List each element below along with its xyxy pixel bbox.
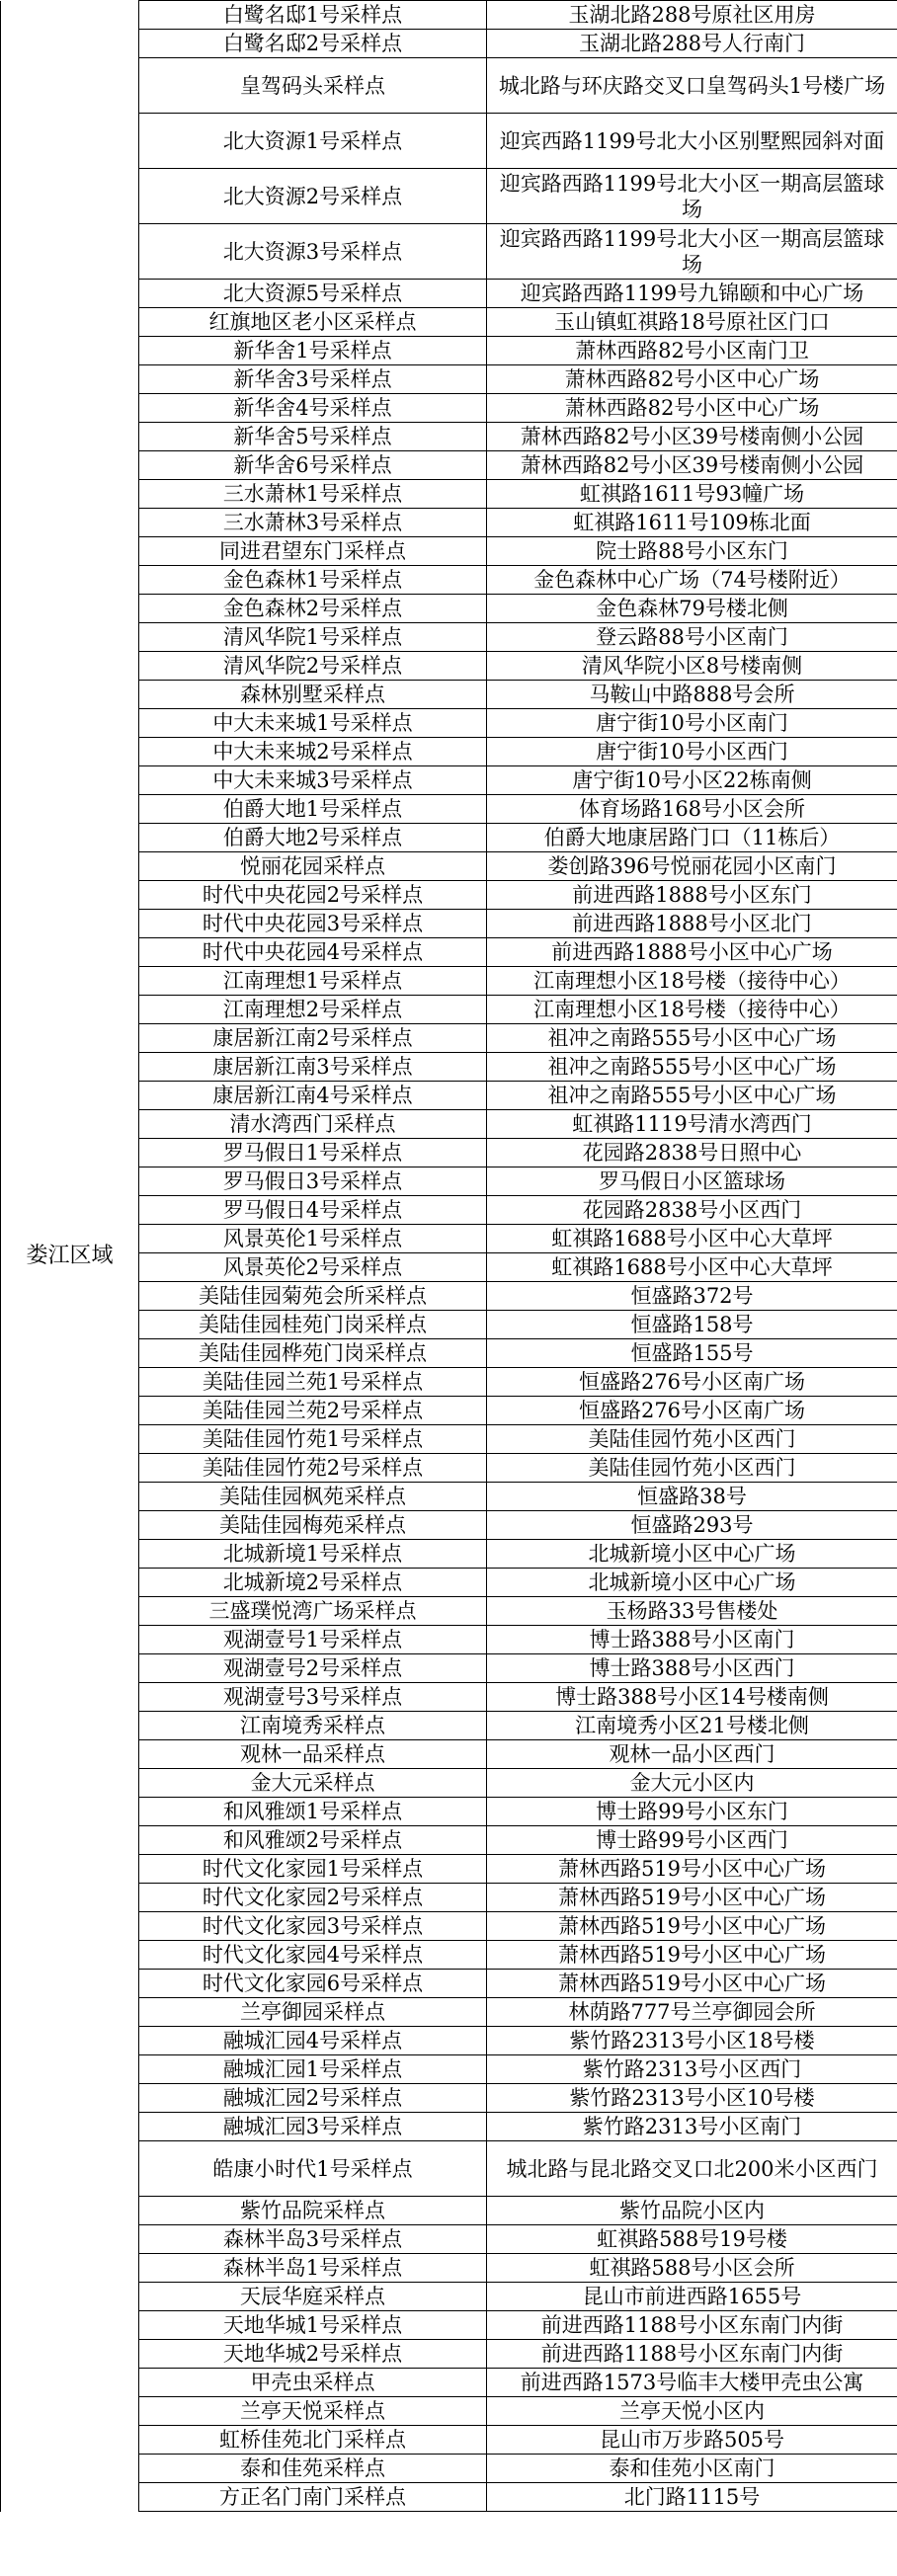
sampling-point-name: 新华舍6号采样点: [139, 451, 487, 480]
sampling-point-address: 花园路2838号日照中心: [487, 1139, 897, 1167]
sampling-point-address: 罗马假日小区篮球场: [487, 1167, 897, 1196]
sampling-point-address: 前进西路1573号临丰大楼甲壳虫公寓: [487, 2369, 897, 2397]
sampling-point-address: 萧林西路519号小区中心广场: [487, 1941, 897, 1970]
sampling-point-address: 唐宁街10号小区西门: [487, 738, 897, 766]
sampling-point-address: 博士路99号小区西门: [487, 1826, 897, 1855]
sampling-point-name: 新华舍4号采样点: [139, 394, 487, 423]
sampling-point-name: 罗马假日3号采样点: [139, 1167, 487, 1196]
sampling-point-address: 萧林西路519号小区中心广场: [487, 1884, 897, 1912]
sampling-point-address: 萧林西路519号小区中心广场: [487, 1912, 897, 1941]
sampling-point-name: 罗马假日4号采样点: [139, 1196, 487, 1225]
sampling-point-address: 虹祺路1611号93幢广场: [487, 480, 897, 509]
sampling-point-address: 登云路88号小区南门: [487, 623, 897, 652]
sampling-point-address: 美陆佳园竹苑小区西门: [487, 1454, 897, 1483]
sampling-point-address: 迎宾路西路1199号北大小区一期高层篮球场: [487, 169, 897, 224]
sampling-point-address: 恒盛路372号: [487, 1282, 897, 1311]
sampling-point-address: 唐宁街10号小区22栋南侧: [487, 766, 897, 795]
sampling-point-address: 祖冲之南路555号小区中心广场: [487, 1082, 897, 1110]
sampling-point-address: 花园路2838号小区西门: [487, 1196, 897, 1225]
sampling-point-name: 红旗地区老小区采样点: [139, 308, 487, 337]
sampling-point-name: 时代中央花园2号采样点: [139, 881, 487, 910]
sampling-point-address: 虹祺路1119号清水湾西门: [487, 1110, 897, 1139]
sampling-point-name: 时代文化家园6号采样点: [139, 1970, 487, 1998]
sampling-point-address: 紫竹路2313号小区西门: [487, 2055, 897, 2084]
sampling-point-name: 美陆佳园竹苑2号采样点: [139, 1454, 487, 1483]
sampling-point-name: 观湖壹号3号采样点: [139, 1683, 487, 1712]
sampling-point-name: 和风雅颂2号采样点: [139, 1826, 487, 1855]
sampling-point-name: 同进君望东门采样点: [139, 537, 487, 566]
sampling-point-address: 江南理想小区18号楼（接待中心）: [487, 967, 897, 996]
sampling-point-name: 观林一品采样点: [139, 1740, 487, 1769]
region-cell: 娄江区域: [1, 1, 139, 2512]
sampling-point-address: 祖冲之南路555号小区中心广场: [487, 1024, 897, 1053]
sampling-point-address: 江南理想小区18号楼（接待中心）: [487, 996, 897, 1024]
sampling-point-name: 三水萧林3号采样点: [139, 509, 487, 537]
sampling-point-address: 萧林西路519号小区中心广场: [487, 1855, 897, 1884]
sampling-point-name: 美陆佳园桂苑门岗采样点: [139, 1311, 487, 1339]
sampling-point-name: 三盛璞悦湾广场采样点: [139, 1597, 487, 1626]
sampling-point-address: 萧林西路82号小区中心广场: [487, 394, 897, 423]
sampling-point-name: 森林半岛1号采样点: [139, 2254, 487, 2283]
sampling-point-address: 萧林西路82号小区南门卫: [487, 337, 897, 365]
sampling-point-address: 美陆佳园竹苑小区西门: [487, 1425, 897, 1454]
sampling-point-name: 紫竹品院采样点: [139, 2197, 487, 2225]
sampling-point-address: 前进西路1888号小区中心广场: [487, 938, 897, 967]
sampling-point-name: 北大资源2号采样点: [139, 169, 487, 224]
sampling-point-name: 白鹭名邸1号采样点: [139, 1, 487, 30]
sampling-point-name: 融城汇园2号采样点: [139, 2084, 487, 2113]
sampling-point-name: 江南理想2号采样点: [139, 996, 487, 1024]
sampling-point-name: 罗马假日1号采样点: [139, 1139, 487, 1167]
sampling-point-name: 天辰华庭采样点: [139, 2283, 487, 2311]
sampling-point-address: 虹祺路1688号小区中心大草坪: [487, 1225, 897, 1253]
sampling-point-address: 唐宁街10号小区南门: [487, 709, 897, 738]
sampling-point-address: 祖冲之南路555号小区中心广场: [487, 1053, 897, 1082]
sampling-point-name: 美陆佳园竹苑1号采样点: [139, 1425, 487, 1454]
sampling-point-name: 北城新境2号采样点: [139, 1569, 487, 1597]
sampling-point-address: 兰亭天悦小区内: [487, 2397, 897, 2426]
sampling-point-address: 博士路99号小区东门: [487, 1798, 897, 1826]
sampling-point-name: 江南理想1号采样点: [139, 967, 487, 996]
sampling-point-name: 金色森林1号采样点: [139, 566, 487, 595]
sampling-point-name: 美陆佳园梅苑采样点: [139, 1511, 487, 1540]
sampling-point-name: 观湖壹号1号采样点: [139, 1626, 487, 1654]
sampling-point-address: 昆山市万步路505号: [487, 2426, 897, 2455]
sampling-point-name: 清风华院1号采样点: [139, 623, 487, 652]
sampling-point-name: 皓康小时代1号采样点: [139, 2141, 487, 2197]
sampling-point-name: 风景英伦1号采样点: [139, 1225, 487, 1253]
sampling-point-address: 紫竹路2313号小区南门: [487, 2113, 897, 2141]
sampling-point-address: 观林一品小区西门: [487, 1740, 897, 1769]
sampling-point-name: 时代文化家园4号采样点: [139, 1941, 487, 1970]
sampling-point-address: 北城新境小区中心广场: [487, 1569, 897, 1597]
sampling-point-address: 玉杨路33号售楼处: [487, 1597, 897, 1626]
sampling-point-name: 森林半岛3号采样点: [139, 2225, 487, 2254]
sampling-point-address: 江南境秀小区21号楼北侧: [487, 1712, 897, 1740]
sampling-point-address: 城北路与昆北路交叉口北200米小区西门: [487, 2141, 897, 2197]
sampling-point-address: 萧林西路519号小区中心广场: [487, 1970, 897, 1998]
sampling-point-name: 新华舍3号采样点: [139, 365, 487, 394]
sampling-point-address: 虹祺路588号19号楼: [487, 2225, 897, 2254]
sampling-point-name: 时代文化家园1号采样点: [139, 1855, 487, 1884]
sampling-point-name: 泰和佳苑采样点: [139, 2455, 487, 2483]
sampling-point-name: 风景英伦2号采样点: [139, 1253, 487, 1282]
sampling-point-address: 恒盛路38号: [487, 1483, 897, 1511]
sampling-point-address: 迎宾西路1199号北大小区别墅熙园斜对面: [487, 114, 897, 169]
sampling-point-name: 甲壳虫采样点: [139, 2369, 487, 2397]
sampling-point-address: 院士路88号小区东门: [487, 537, 897, 566]
sampling-point-name: 皇驾码头采样点: [139, 58, 487, 114]
sampling-point-name: 金大元采样点: [139, 1769, 487, 1798]
sampling-point-name: 森林别墅采样点: [139, 681, 487, 709]
sampling-point-address: 金色森林中心广场（74号楼附近）: [487, 566, 897, 595]
sampling-point-address: 萧林西路82号小区39号楼南侧小公园: [487, 423, 897, 451]
sampling-point-name: 清风华院2号采样点: [139, 652, 487, 681]
sampling-point-name: 悦丽花园采样点: [139, 852, 487, 881]
sampling-point-name: 康居新江南2号采样点: [139, 1024, 487, 1053]
sampling-point-address: 恒盛路276号小区南广场: [487, 1397, 897, 1425]
sampling-point-name: 美陆佳园兰苑2号采样点: [139, 1397, 487, 1425]
sampling-point-name: 融城汇园3号采样点: [139, 2113, 487, 2141]
sampling-point-name: 北城新境1号采样点: [139, 1540, 487, 1569]
sampling-point-name: 融城汇园4号采样点: [139, 2027, 487, 2055]
sampling-point-address: 虹祺路1611号109栋北面: [487, 509, 897, 537]
sampling-point-address: 伯爵大地康居路门口（11栋后）: [487, 824, 897, 852]
sampling-point-name: 清水湾西门采样点: [139, 1110, 487, 1139]
sampling-point-address: 萧林西路82号小区39号楼南侧小公园: [487, 451, 897, 480]
sampling-point-name: 时代文化家园3号采样点: [139, 1912, 487, 1941]
sampling-point-name: 白鹭名邸2号采样点: [139, 30, 487, 58]
sampling-point-address: 博士路388号小区西门: [487, 1654, 897, 1683]
sampling-point-name: 康居新江南4号采样点: [139, 1082, 487, 1110]
sampling-point-address: 昆山市前进西路1655号: [487, 2283, 897, 2311]
sampling-point-address: 北门路1115号: [487, 2483, 897, 2512]
sampling-point-address: 恒盛路276号小区南广场: [487, 1368, 897, 1397]
sampling-point-name: 天地华城2号采样点: [139, 2340, 487, 2369]
sampling-point-name: 兰亭御园采样点: [139, 1998, 487, 2027]
sampling-point-name: 美陆佳园菊苑会所采样点: [139, 1282, 487, 1311]
sampling-point-name: 中大未来城3号采样点: [139, 766, 487, 795]
sampling-point-address: 迎宾路西路1199号北大小区一期高层篮球场: [487, 224, 897, 280]
sampling-point-address: 恒盛路293号: [487, 1511, 897, 1540]
sampling-point-name: 金色森林2号采样点: [139, 595, 487, 623]
sampling-point-address: 前进西路1188号小区东南门内街: [487, 2311, 897, 2340]
sampling-point-address: 娄创路396号悦丽花园小区南门: [487, 852, 897, 881]
sampling-point-name: 江南境秀采样点: [139, 1712, 487, 1740]
sampling-point-address: 城北路与环庆路交叉口皇驾码头1号楼广场: [487, 58, 897, 114]
sampling-point-address: 虹祺路1688号小区中心大草坪: [487, 1253, 897, 1282]
sampling-point-name: 美陆佳园枫苑采样点: [139, 1483, 487, 1511]
sampling-point-name: 美陆佳园桦苑门岗采样点: [139, 1339, 487, 1368]
sampling-point-name: 天地华城1号采样点: [139, 2311, 487, 2340]
sampling-point-address: 体育场路168号小区会所: [487, 795, 897, 824]
sampling-point-name: 美陆佳园兰苑1号采样点: [139, 1368, 487, 1397]
sampling-point-address: 虹祺路588号小区会所: [487, 2254, 897, 2283]
sampling-point-name: 虹桥佳苑北门采样点: [139, 2426, 487, 2455]
sampling-point-address: 紫竹路2313号小区10号楼: [487, 2084, 897, 2113]
sampling-point-address: 前进西路1888号小区东门: [487, 881, 897, 910]
sampling-point-address: 清风华院小区8号楼南侧: [487, 652, 897, 681]
sampling-point-address: 金色森林79号楼北侧: [487, 595, 897, 623]
sampling-point-address: 马鞍山中路888号会所: [487, 681, 897, 709]
sampling-point-name: 新华舍1号采样点: [139, 337, 487, 365]
sampling-point-address: 玉湖北路288号原社区用房: [487, 1, 897, 30]
sampling-point-address: 前进西路1888号小区北门: [487, 910, 897, 938]
sampling-point-address: 前进西路1188号小区东南门内街: [487, 2340, 897, 2369]
sampling-point-name: 康居新江南3号采样点: [139, 1053, 487, 1082]
sampling-point-name: 和风雅颂1号采样点: [139, 1798, 487, 1826]
sampling-point-name: 北大资源5号采样点: [139, 280, 487, 308]
sampling-point-name: 兰亭天悦采样点: [139, 2397, 487, 2426]
sampling-point-name: 北大资源1号采样点: [139, 114, 487, 169]
sampling-point-name: 时代中央花园3号采样点: [139, 910, 487, 938]
sampling-point-address: 紫竹路2313号小区18号楼: [487, 2027, 897, 2055]
sampling-point-address: 紫竹品院小区内: [487, 2197, 897, 2225]
sampling-point-address: 泰和佳苑小区南门: [487, 2455, 897, 2483]
sampling-point-address: 恒盛路155号: [487, 1339, 897, 1368]
sampling-point-name: 中大未来城2号采样点: [139, 738, 487, 766]
sampling-point-address: 金大元小区内: [487, 1769, 897, 1798]
sampling-point-name: 方正名门南门采样点: [139, 2483, 487, 2512]
sampling-point-name: 北大资源3号采样点: [139, 224, 487, 280]
sampling-point-address: 北城新境小区中心广场: [487, 1540, 897, 1569]
sampling-point-address: 林荫路777号兰亭御园会所: [487, 1998, 897, 2027]
sampling-point-address: 萧林西路82号小区中心广场: [487, 365, 897, 394]
sampling-point-name: 时代文化家园2号采样点: [139, 1884, 487, 1912]
sampling-point-name: 时代中央花园4号采样点: [139, 938, 487, 967]
sampling-point-name: 融城汇园1号采样点: [139, 2055, 487, 2084]
sampling-point-name: 新华舍5号采样点: [139, 423, 487, 451]
sampling-point-name: 伯爵大地1号采样点: [139, 795, 487, 824]
sampling-point-address: 玉湖北路288号人行南门: [487, 30, 897, 58]
sampling-point-address: 博士路388号小区14号楼南侧: [487, 1683, 897, 1712]
sampling-point-name: 伯爵大地2号采样点: [139, 824, 487, 852]
sampling-point-name: 中大未来城1号采样点: [139, 709, 487, 738]
sampling-point-address: 迎宾路西路1199号九锦颐和中心广场: [487, 280, 897, 308]
sampling-point-name: 三水萧林1号采样点: [139, 480, 487, 509]
table-body: [1, 1, 897, 2512]
sampling-point-name: 观湖壹号2号采样点: [139, 1654, 487, 1683]
table-row: [1, 1, 897, 30]
sampling-point-address: 恒盛路158号: [487, 1311, 897, 1339]
sampling-point-address: 玉山镇虹祺路18号原社区门口: [487, 308, 897, 337]
sampling-point-address: 博士路388号小区南门: [487, 1626, 897, 1654]
